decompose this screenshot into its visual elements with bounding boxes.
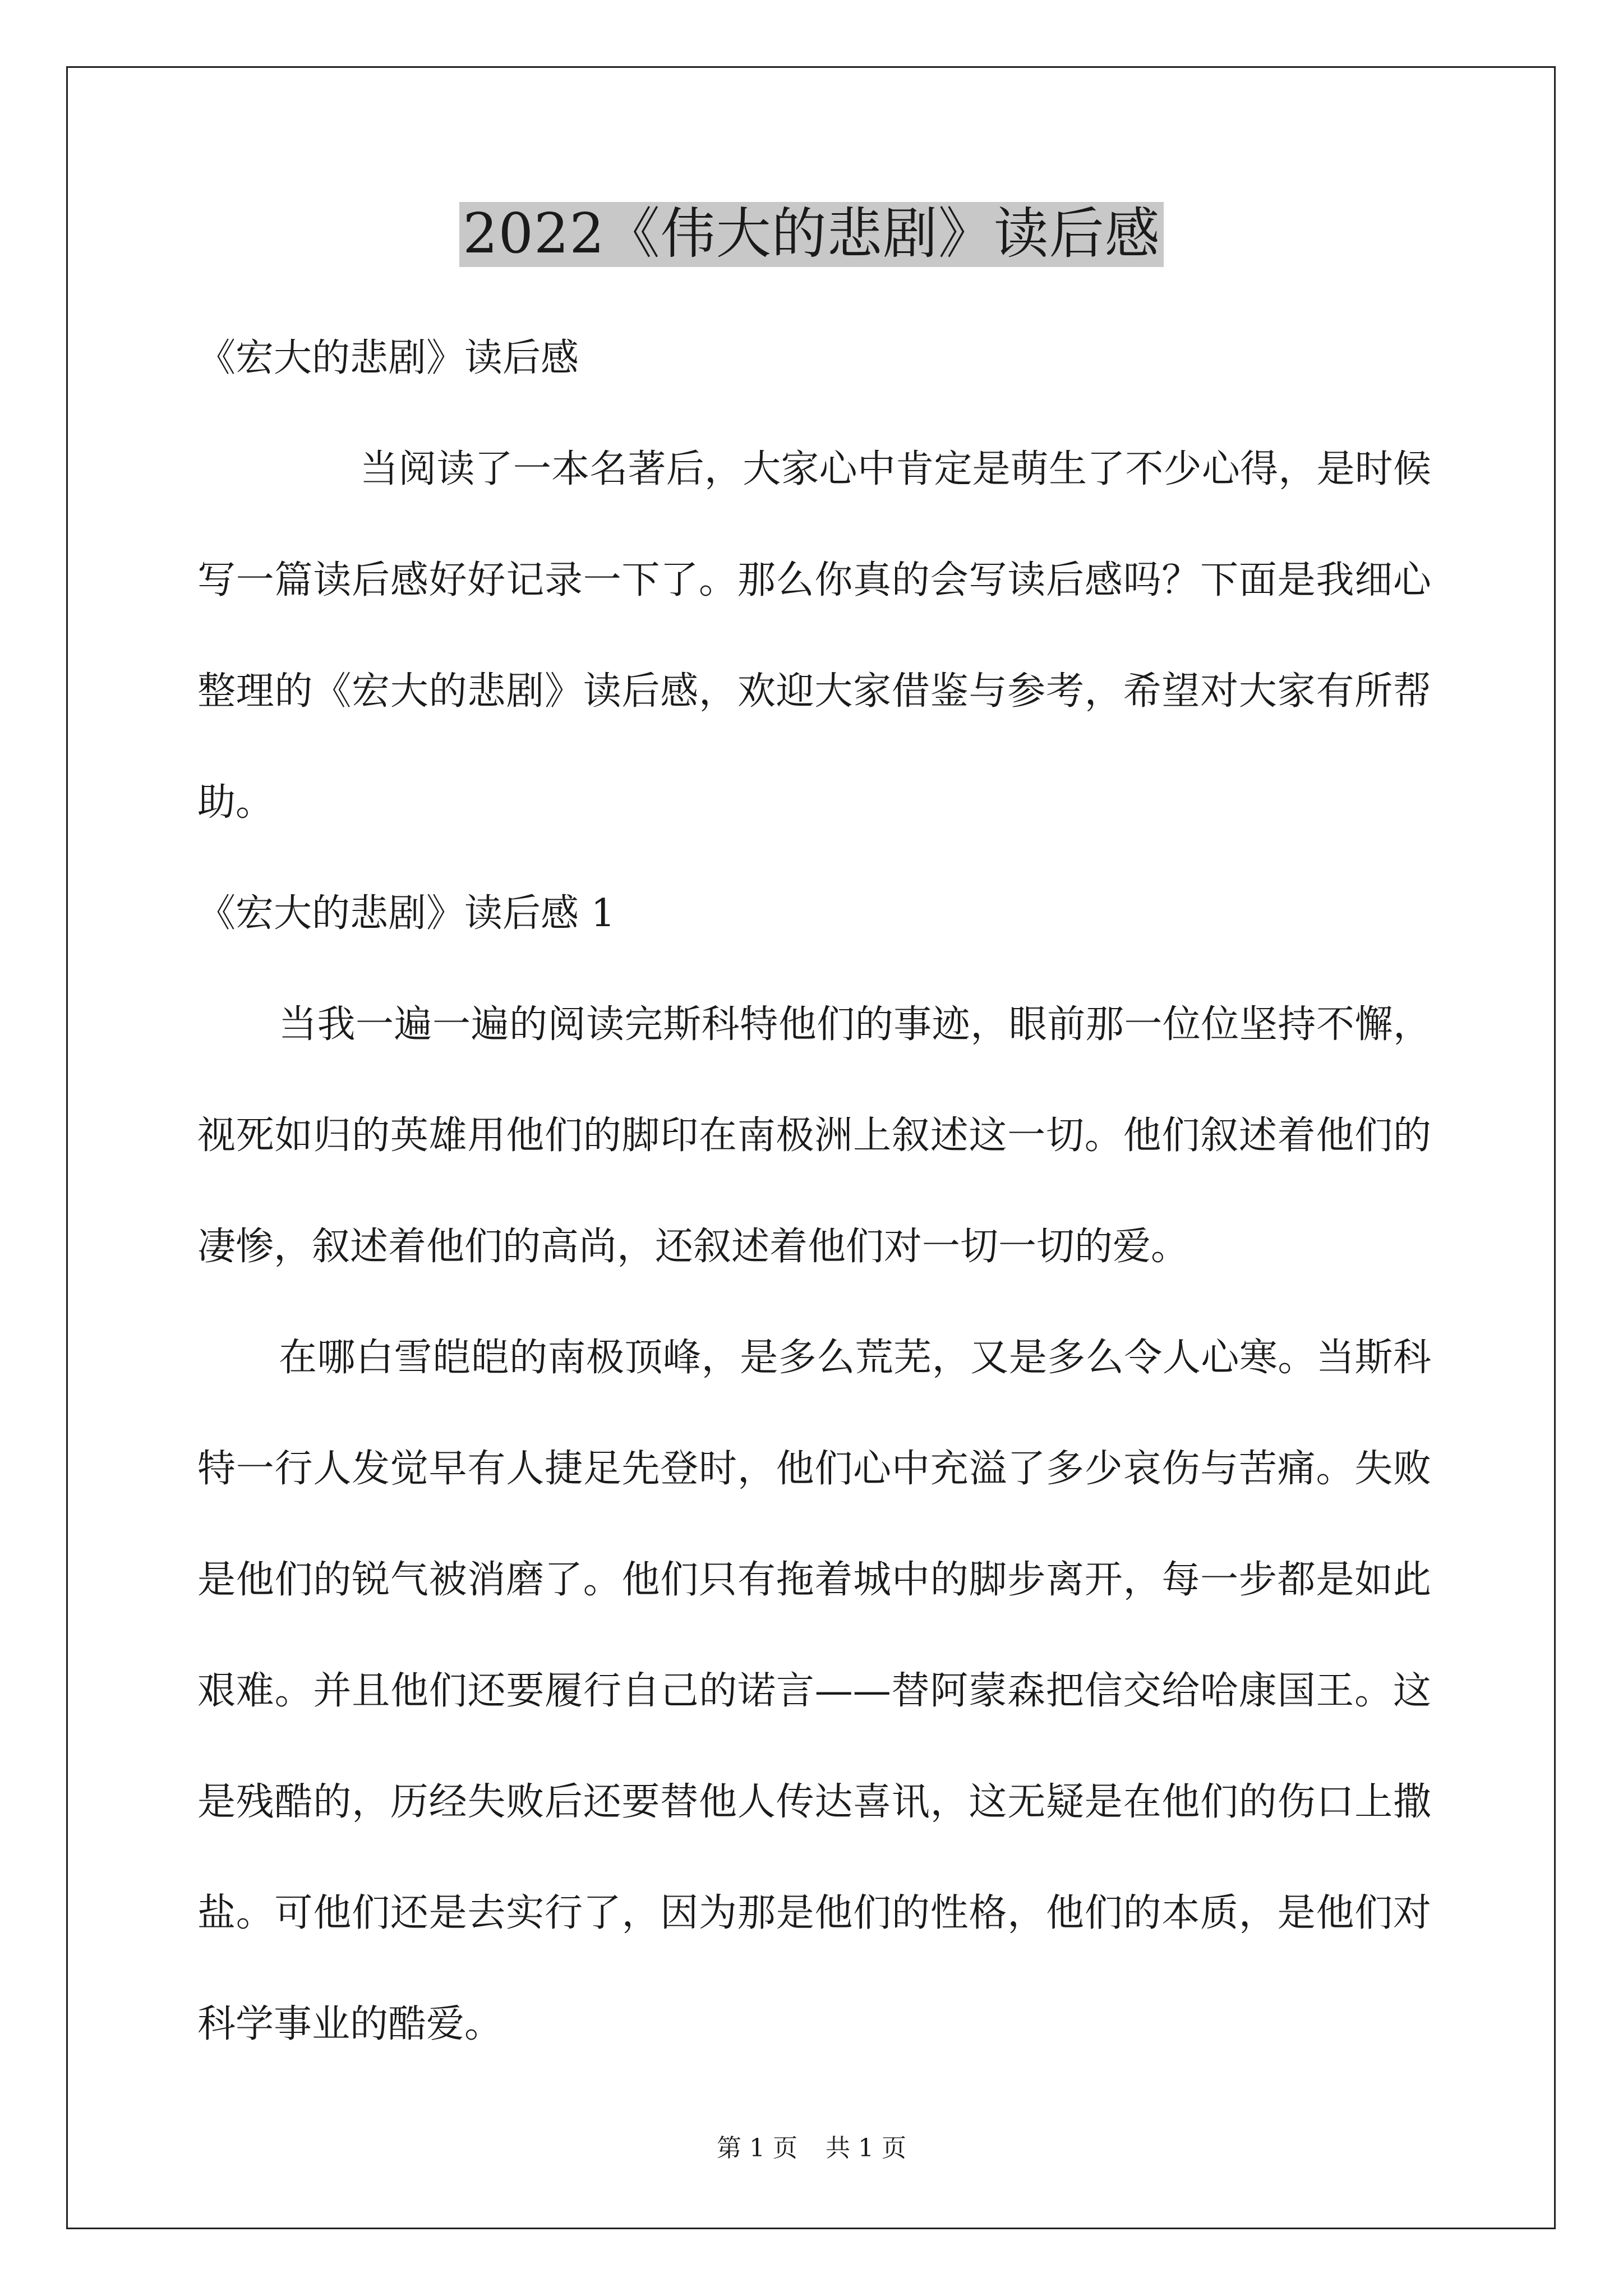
- body-paragraph-2: 在哪白雪皑皑的南极顶峰，是多么荒芜，又是多么令人心寒。当斯科特一行人发觉早有人捷足先登时，他们心中充溢了多少哀伤与苦痛。失败是他们的锐气被消磨了。他们只有拖着城中的脚步离开，每一步都是如此艰难。并且他们还要履行自己的诺言——替阿蒙森把信交给哈康国王。这是残酷的，历经失败后还要替他人传达喜讯，这无疑是在他们的伤口上撒盐。可他们还是去实行了，因为那是他们的性格，他们的本质，是他们对科学事业的酷爱。: [197, 1336, 1431, 2046]
- body-paragraph-1: 当我一遍一遍的阅读完斯科特他们的事迹，眼前那一位位坚持不懈，视死如归的英雄用他们的脚印在南极洲上叙述这一切。他们叙述着他们的凄惨，叙述着他们的高尚，还叙述着他们对一切一切的爱。: [197, 1002, 1431, 1269]
- document-title: 2022《伟大的悲剧》读后感: [459, 202, 1163, 267]
- page-footer: [0, 2132, 1623, 2165]
- section-heading: 《宏大的悲剧》读后感 1: [197, 891, 615, 936]
- title-container: [0, 202, 1623, 267]
- intro-paragraph: 当阅读了一本名著后，大家心中肯定是萌生了不少心得，是时候写一篇读后感好好记录一下了。那么你真的会写读后感吗？下面是我细心整理的《宏大的悲剧》读后感，欢迎大家借鉴与参考，希望对大家有所帮助。: [197, 447, 1431, 825]
- page-number: 第 1 页: [717, 2134, 797, 2162]
- page-total: 共 1 页: [826, 2134, 906, 2162]
- document-subtitle: 《宏大的悲剧》读后感: [197, 336, 579, 380]
- document-body: [197, 303, 1431, 2080]
